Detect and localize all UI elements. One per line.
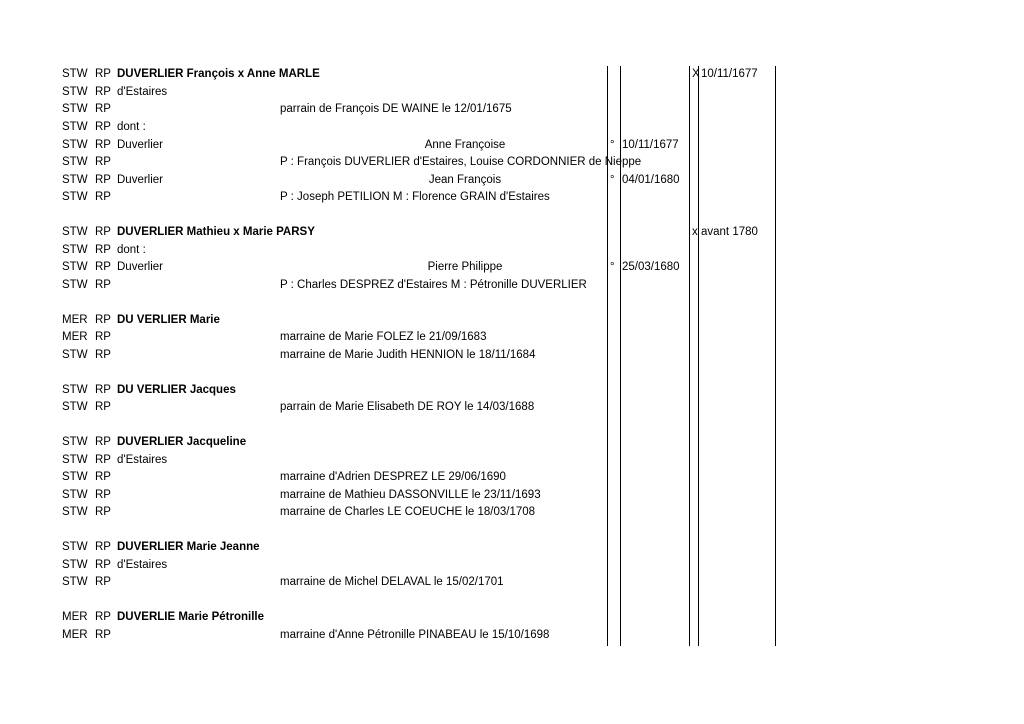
register-row [0, 277, 1024, 294]
person-name: d'Estaires [117, 86, 168, 98]
register-row [0, 434, 1024, 451]
entry-detail: parrain de François DE WAINE le 12/01/1675 [280, 103, 512, 115]
parish-code: STW [62, 489, 88, 501]
register-type: RP [95, 349, 111, 361]
entry-detail: parrain de Marie Elisabeth DE ROY le 14/03/1688 [280, 401, 535, 413]
person-name: DUVERLIER Mathieu x Marie PARSY [117, 226, 315, 238]
register-row [0, 137, 1024, 154]
register-row [0, 172, 1024, 189]
person-name: Duverlier [117, 174, 164, 186]
birth-date: 25/03/1680 [622, 261, 680, 273]
register-row [0, 154, 1024, 171]
given-names: Jean François [428, 174, 502, 186]
parish-code: STW [62, 174, 88, 186]
register-type: RP [95, 314, 111, 326]
register-type: RP [95, 541, 111, 553]
birth-mark: ° [610, 174, 615, 186]
register-row [0, 347, 1024, 364]
register-type: RP [95, 226, 111, 238]
register-type: RP [95, 384, 111, 396]
register-row [0, 504, 1024, 521]
register-row [0, 101, 1024, 118]
person-name: dont : [117, 244, 146, 256]
parish-code: STW [62, 349, 88, 361]
given-names: Anne Françoise [424, 139, 506, 151]
person-name: DUVERLIER Marie Jeanne [117, 541, 260, 553]
parish-code: STW [62, 436, 88, 448]
parish-code: STW [62, 471, 88, 483]
parish-code: STW [62, 244, 88, 256]
birth-mark: ° [610, 139, 615, 151]
parish-code: STW [62, 139, 88, 151]
register-row [0, 627, 1024, 644]
parish-code: STW [62, 86, 88, 98]
register-row [0, 574, 1024, 591]
register-row [0, 224, 1024, 241]
entry-detail: marraine d'Anne Pétronille PINABEAU le 15/10/1698 [280, 629, 550, 641]
register-type: RP [95, 506, 111, 518]
parish-code: STW [62, 401, 88, 413]
register-row [0, 469, 1024, 486]
person-name: DU VERLIER Jacques [117, 384, 236, 396]
parish-code: STW [62, 559, 88, 571]
parish-code: STW [62, 68, 88, 80]
entry-detail: marraine de Marie FOLEZ le 21/09/1683 [280, 331, 487, 343]
person-name: DU VERLIER Marie [117, 314, 220, 326]
register-type: RP [95, 401, 111, 413]
birth-date: 04/01/1680 [622, 174, 680, 186]
register-type: RP [95, 191, 111, 203]
register-type: RP [95, 331, 111, 343]
register-row [0, 557, 1024, 574]
register-row [0, 259, 1024, 276]
parish-code: STW [62, 506, 88, 518]
register-type: RP [95, 559, 111, 571]
register-row [0, 312, 1024, 329]
register-row [0, 329, 1024, 346]
register-row [0, 452, 1024, 469]
register-row [0, 609, 1024, 626]
person-name: DUVERLIER François x Anne MARLE [117, 68, 320, 80]
person-name: d'Estaires [117, 559, 168, 571]
register-type: RP [95, 279, 111, 291]
register-type: RP [95, 139, 111, 151]
register-type: RP [95, 261, 111, 273]
parish-code: STW [62, 103, 88, 115]
register-row [0, 119, 1024, 136]
register-row [0, 66, 1024, 83]
register-row [0, 487, 1024, 504]
birth-date: 10/11/1677 [622, 139, 679, 151]
register-row [0, 399, 1024, 416]
register-type: RP [95, 471, 111, 483]
register-row [0, 382, 1024, 399]
register-row [0, 539, 1024, 556]
marriage-mark: x [692, 226, 698, 238]
person-name: DUVERLIER Jacqueline [117, 436, 247, 448]
parish-code: MER [62, 314, 88, 326]
entry-detail: marraine de Marie Judith HENNION le 18/11/1684 [280, 349, 536, 361]
parish-code: STW [62, 384, 88, 396]
birth-mark: ° [610, 261, 615, 273]
parish-code: STW [62, 156, 88, 168]
register-type: RP [95, 611, 111, 623]
parish-code: STW [62, 261, 88, 273]
register-type: RP [95, 436, 111, 448]
register-type: RP [95, 244, 111, 256]
register-type: RP [95, 489, 111, 501]
register-type: RP [95, 454, 111, 466]
marriage-date: 10/11/1677 [701, 68, 758, 80]
register-type: RP [95, 629, 111, 641]
register-type: RP [95, 86, 111, 98]
register-type: RP [95, 174, 111, 186]
parish-code: STW [62, 541, 88, 553]
person-name: Duverlier [117, 139, 164, 151]
entry-detail: marraine d'Adrien DESPREZ LE 29/06/1690 [280, 471, 506, 483]
parish-code: MER [62, 629, 88, 641]
entry-detail: marraine de Mathieu DASSONVILLE le 23/11/1693 [280, 489, 541, 501]
register-row [0, 84, 1024, 101]
given-names: Pierre Philippe [427, 261, 503, 273]
register-type: RP [95, 121, 111, 133]
entry-detail: marraine de Charles LE COEUCHE le 18/03/1708 [280, 506, 536, 518]
parish-code: STW [62, 454, 88, 466]
parish-code: STW [62, 279, 88, 291]
register-type: RP [95, 103, 111, 115]
parish-code: MER [62, 331, 88, 343]
marriage-mark: X [692, 68, 700, 80]
entry-detail: marraine de Michel DELAVAL le 15/02/1701 [280, 576, 504, 588]
register-type: RP [95, 576, 111, 588]
parish-code: STW [62, 121, 88, 133]
entry-detail: P : François DUVERLIER d'Estaires, Louise CORDONNIER de Nieppe [280, 156, 642, 168]
entry-detail: P : Charles DESPREZ d'Estaires M : Pétronille DUVERLIER [280, 279, 587, 291]
parish-code: STW [62, 226, 88, 238]
person-name: DUVERLIE Marie Pétronille [117, 611, 264, 623]
person-name: dont : [117, 121, 146, 133]
marriage-date: avant 1780 [701, 226, 758, 238]
entry-detail: P : Joseph PETILION M : Florence GRAIN d'Estaires [280, 191, 550, 203]
person-name: d'Estaires [117, 454, 168, 466]
register-row [0, 242, 1024, 259]
person-name: Duverlier [117, 261, 164, 273]
register-type: RP [95, 156, 111, 168]
parish-code: MER [62, 611, 88, 623]
parish-code: STW [62, 576, 88, 588]
parish-code: STW [62, 191, 88, 203]
register-row [0, 189, 1024, 206]
register-type: RP [95, 68, 111, 80]
